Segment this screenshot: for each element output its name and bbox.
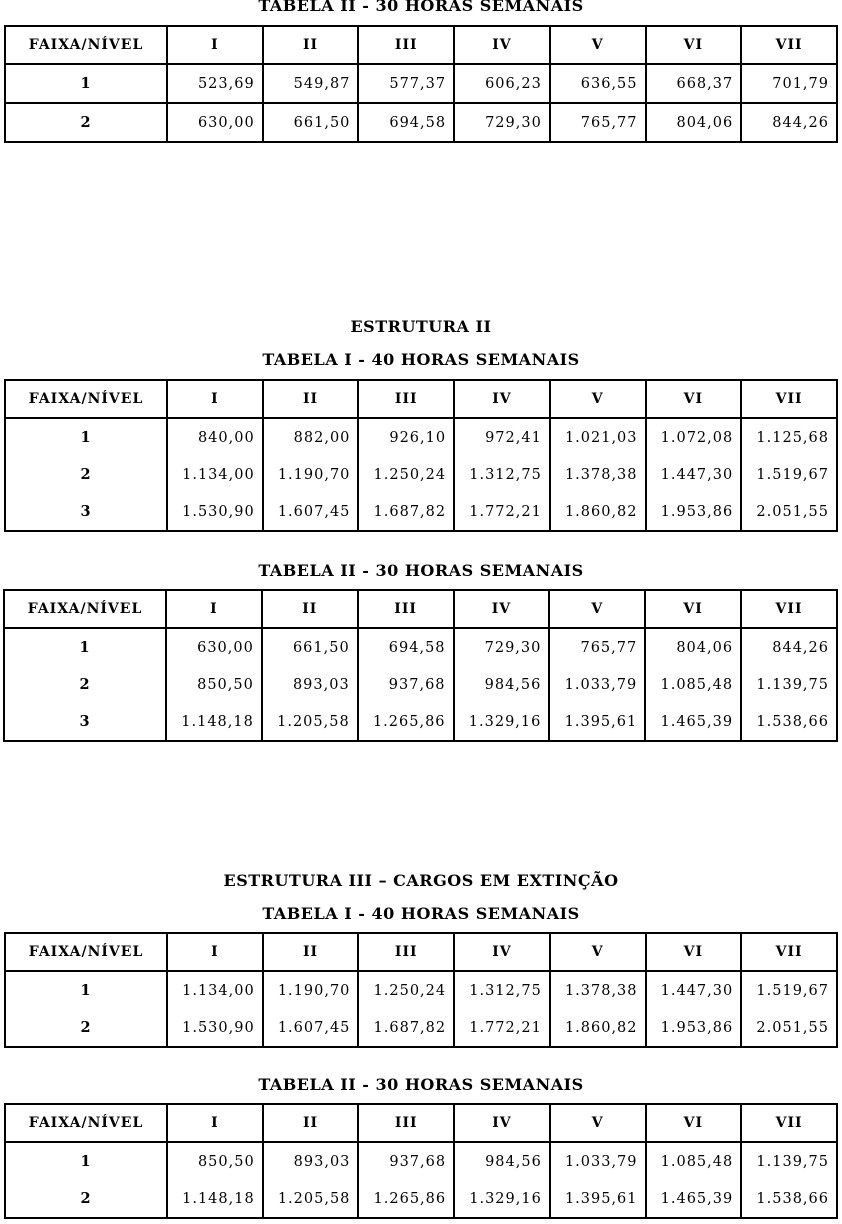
value-cell: 1.148,18 [166,703,262,741]
value-cell: 1.772,21 [454,493,550,531]
value-cell: 1.772,21 [454,1009,550,1047]
value-cell: 1.687,82 [358,493,454,531]
column-header-level: I [167,380,263,418]
value-cell: 636,55 [550,64,646,103]
value-cell: 1.085,48 [646,1142,742,1180]
value-cell: 937,68 [358,1142,454,1180]
column-header-level: IV [454,1104,550,1142]
value-cell: 1.329,16 [454,1180,550,1218]
table-row [5,103,837,142]
value-cell: 804,06 [645,628,741,666]
table-row [5,1142,837,1180]
value-cell: 1.139,75 [741,1142,837,1180]
table-row [5,971,837,1009]
column-header-level: V [549,590,645,628]
value-cell: 1.538,66 [741,1180,837,1218]
column-header-level: V [550,933,646,971]
table-row [5,418,837,456]
value-cell: 2.051,55 [741,1009,837,1047]
salary-table [3,589,838,742]
header-row [5,933,837,971]
value-cell: 1.033,79 [550,1142,646,1180]
salary-table [4,25,838,143]
column-header-level: IV [454,26,550,64]
table-title: TABELA II - 30 HORAS SEMANAIS [258,0,584,15]
value-cell: 1.395,61 [550,1180,646,1218]
value-cell: 729,30 [454,628,550,666]
column-header-faixa: FAIXA/NÍVEL [5,933,167,971]
faixa-cell: 2 [5,456,167,493]
column-header-level: V [550,26,646,64]
value-cell: 701,79 [741,64,837,103]
value-cell: 1.329,16 [454,703,550,741]
section-title: ESTRUTURA II [350,317,492,336]
column-header-level: VI [646,933,742,971]
column-header-level: I [166,590,262,628]
column-header-level: IV [454,933,550,971]
column-header-level: VII [741,26,837,64]
value-cell: 1.312,75 [454,971,550,1009]
value-cell: 1.378,38 [550,971,646,1009]
value-cell: 1.033,79 [549,666,645,703]
value-cell: 893,03 [263,1142,359,1180]
value-cell: 1.265,86 [358,1180,454,1218]
value-cell: 1.265,86 [358,703,454,741]
value-cell: 577,37 [358,64,454,103]
table-title: TABELA I - 40 HORAS SEMANAIS [262,350,580,369]
value-cell: 630,00 [166,628,262,666]
value-cell: 1.607,45 [263,1009,359,1047]
column-header-level: III [358,26,454,64]
value-cell: 1.148,18 [167,1180,263,1218]
header-row [5,380,837,418]
column-header-level: IV [454,590,550,628]
faixa-cell: 2 [5,1009,167,1047]
value-cell: 1.134,00 [167,456,263,493]
faixa-cell: 3 [4,703,166,741]
value-cell: 850,50 [166,666,262,703]
value-cell: 1.538,66 [741,703,837,741]
header-row [5,26,837,64]
column-header-level: II [263,933,359,971]
table-row [5,456,837,493]
faixa-cell: 2 [5,103,167,142]
column-header-level: II [262,590,358,628]
column-header-level: V [550,380,646,418]
value-cell: 1.860,82 [550,493,646,531]
value-cell: 1.953,86 [646,1009,742,1047]
column-header-level: I [167,26,263,64]
value-cell: 1.395,61 [549,703,645,741]
value-cell: 549,87 [263,64,359,103]
faixa-cell: 1 [5,1142,167,1180]
section-title: ESTRUTURA III – CARGOS EM EXTINÇÃO [223,871,619,890]
salary-table [4,1103,838,1219]
value-cell: 1.139,75 [741,666,837,703]
table-title: TABELA II - 30 HORAS SEMANAIS [258,561,584,580]
value-cell: 972,41 [454,418,550,456]
value-cell: 765,77 [550,103,646,142]
column-header-level: V [550,1104,646,1142]
value-cell: 694,58 [358,628,454,666]
value-cell: 844,26 [741,103,837,142]
column-header-level: III [358,1104,454,1142]
faixa-cell: 2 [5,1180,167,1218]
table-row [4,703,837,741]
column-header-level: II [263,380,359,418]
value-cell: 882,00 [263,418,359,456]
table-row [5,1180,837,1218]
table-row [4,628,837,666]
value-cell: 694,58 [358,103,454,142]
faixa-cell: 1 [5,971,167,1009]
column-header-level: VI [646,26,742,64]
column-header-level: III [358,933,454,971]
salary-table [4,932,838,1048]
value-cell: 668,37 [646,64,742,103]
value-cell: 1.465,39 [646,1180,742,1218]
value-cell: 1.530,90 [167,1009,263,1047]
value-cell: 984,56 [454,666,550,703]
column-header-level: I [167,1104,263,1142]
column-header-faixa: FAIXA/NÍVEL [5,380,167,418]
value-cell: 1.085,48 [645,666,741,703]
value-cell: 840,00 [167,418,263,456]
column-header-level: VI [646,1104,742,1142]
value-cell: 1.190,70 [263,456,359,493]
value-cell: 523,69 [167,64,263,103]
table-row [5,493,837,531]
value-cell: 926,10 [358,418,454,456]
faixa-cell: 1 [5,64,167,103]
value-cell: 844,26 [741,628,837,666]
column-header-level: II [263,1104,359,1142]
header-row [5,1104,837,1142]
faixa-cell: 3 [5,493,167,531]
column-header-level: VI [645,590,741,628]
value-cell: 1.205,58 [262,703,358,741]
table-title: TABELA II - 30 HORAS SEMANAIS [258,1075,584,1094]
column-header-level: VII [741,590,837,628]
column-header-level: VII [741,380,837,418]
value-cell: 893,03 [262,666,358,703]
column-header-level: III [358,380,454,418]
value-cell: 1.447,30 [646,971,742,1009]
value-cell: 1.250,24 [358,456,454,493]
value-cell: 1.519,67 [741,456,837,493]
value-cell: 630,00 [167,103,263,142]
header-row [4,590,837,628]
value-cell: 1.125,68 [741,418,837,456]
value-cell: 937,68 [358,666,454,703]
value-cell: 1.205,58 [263,1180,359,1218]
value-cell: 1.250,24 [358,971,454,1009]
salary-table [4,379,838,532]
faixa-cell: 2 [4,666,166,703]
value-cell: 804,06 [646,103,742,142]
value-cell: 850,50 [167,1142,263,1180]
value-cell: 1.519,67 [741,971,837,1009]
column-header-level: VI [646,380,742,418]
value-cell: 2.051,55 [741,493,837,531]
value-cell: 765,77 [549,628,645,666]
column-header-faixa: FAIXA/NÍVEL [5,1104,167,1142]
value-cell: 1.530,90 [167,493,263,531]
value-cell: 1.021,03 [550,418,646,456]
table-row [5,1009,837,1047]
column-header-level: I [167,933,263,971]
column-header-faixa: FAIXA/NÍVEL [4,590,166,628]
table-row [5,64,837,103]
column-header-level: VII [741,1104,837,1142]
value-cell: 1.378,38 [550,456,646,493]
faixa-cell: 1 [5,418,167,456]
value-cell: 1.465,39 [645,703,741,741]
value-cell: 1.607,45 [263,493,359,531]
table-title: TABELA I - 40 HORAS SEMANAIS [262,904,580,923]
value-cell: 1.860,82 [550,1009,646,1047]
value-cell: 661,50 [263,103,359,142]
faixa-cell: 1 [4,628,166,666]
value-cell: 1.312,75 [454,456,550,493]
value-cell: 661,50 [262,628,358,666]
column-header-level: IV [454,380,550,418]
table-row [4,666,837,703]
value-cell: 984,56 [454,1142,550,1180]
column-header-level: II [263,26,359,64]
value-cell: 1.134,00 [167,971,263,1009]
value-cell: 1.072,08 [646,418,742,456]
value-cell: 606,23 [454,64,550,103]
column-header-level: VII [741,933,837,971]
value-cell: 729,30 [454,103,550,142]
value-cell: 1.190,70 [263,971,359,1009]
value-cell: 1.687,82 [358,1009,454,1047]
value-cell: 1.953,86 [646,493,742,531]
column-header-level: III [358,590,454,628]
value-cell: 1.447,30 [646,456,742,493]
column-header-faixa: FAIXA/NÍVEL [5,26,167,64]
